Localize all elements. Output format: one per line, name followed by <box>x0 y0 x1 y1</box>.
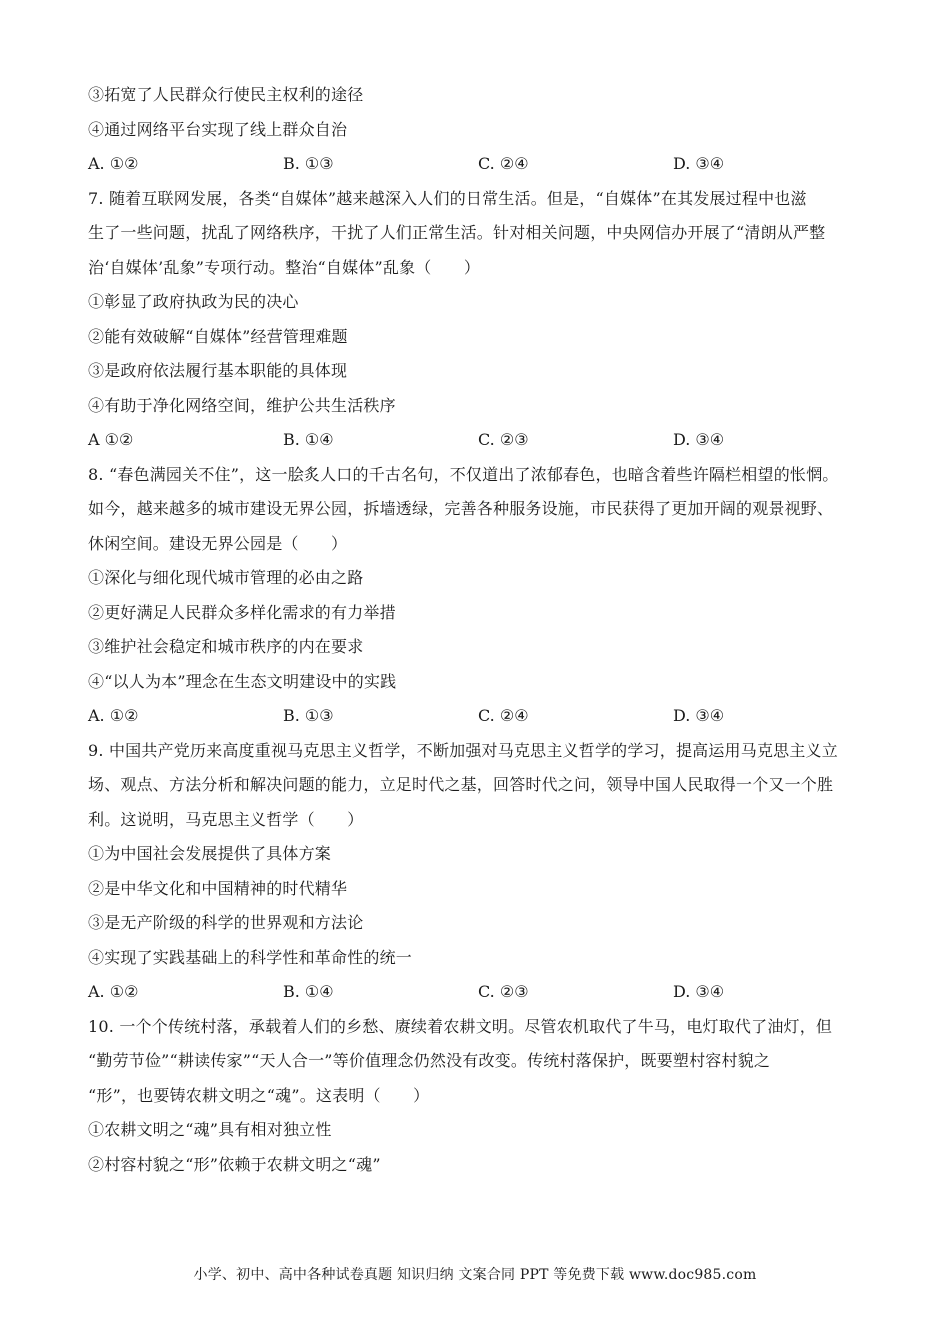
q6-option-4: ④通过网络平台实现了线上群众自治 <box>88 119 348 139</box>
q10-stem-line-2: “勤劳节俭”“耕读传家”“天人合一”等价值理念仍然没有改变。传统村落保护，既要塑村容村貌之 <box>88 1051 771 1070</box>
q7-option-3: ③是政府依法履行基本职能的具体现 <box>88 361 348 380</box>
q8-stem-line-1: 8. “春色满园关不住”，这一脍炙人口的千古名句，不仅道出了浓郁春色，也暗含着些许隔栏相望的怅惘。 <box>88 464 839 484</box>
q10-option-2: ②村容村貌之“形”依赖于农耕文明之“魂” <box>88 1154 381 1174</box>
q8-choice-c: C. ②④ <box>478 706 529 725</box>
q9-choice-c: C. ②③ <box>478 982 529 1001</box>
q9-option-1: ①为中国社会发展提供了具体方案 <box>88 844 332 863</box>
q9-stem-line-3: 利。这说明，马克思主义哲学（ ） <box>88 809 364 829</box>
q6-choice-d: D. ③④ <box>673 154 725 173</box>
q7-choice-d: D. ③④ <box>673 430 725 449</box>
q9-choice-a: A. ①② <box>88 982 139 1001</box>
q9-choice-d: D. ③④ <box>673 982 725 1001</box>
exam-page <box>88 78 880 1182</box>
q7-stem-line-1: 7. 随着互联网发展，各类“自媒体”越来越深入人们的日常生活。但是，“自媒体”在其发展过程中也滋 <box>88 188 807 208</box>
q9-choice-b: B. ①④ <box>283 982 334 1001</box>
q8-choice-d: D. ③④ <box>673 706 725 725</box>
q10-stem-line-3: “形”，也要铸农耕文明之“魂”。这表明（ ） <box>88 1085 430 1105</box>
q6-choices <box>88 147 880 182</box>
q8-option-3: ③维护社会稳定和城市秩序的内在要求 <box>88 637 364 656</box>
q8-stem-line-3: 休闲空间。建设无界公园是（ ） <box>88 533 348 553</box>
q9-option-4: ④实现了实践基础上的科学性和革命性的统一 <box>88 947 413 967</box>
q9-option-3: ③是无产阶级的科学的世界观和方法论 <box>88 913 364 932</box>
q7-stem-line-2: 生了一些问题，扰乱了网络秩序，干扰了人们正常生活。针对相关问题，中央网信办开展了“清朗从严整 <box>88 223 826 242</box>
q7-stem-line-3: 治‘自媒体’乱象”专项行动。整治“自媒体”乱象（ ） <box>88 257 481 277</box>
q6-choice-c: C. ②④ <box>478 154 529 173</box>
q9-stem-line-1: 9. 中国共产党历来高度重视马克思主义哲学，不断加强对马克思主义哲学的学习，提高运用马克思主义立 <box>88 740 838 760</box>
q7-option-1: ①彰显了政府执政为民的决心 <box>88 292 299 311</box>
q7-choices <box>88 423 880 458</box>
q8-option-4: ④“以人为本”理念在生态文明建设中的实践 <box>88 671 397 691</box>
q8-option-1: ①深化与细化现代城市管理的必由之路 <box>88 568 364 587</box>
q7-option-2: ②能有效破解“自媒体”经营管理难题 <box>88 326 348 346</box>
q8-choice-b: B. ①③ <box>283 706 334 725</box>
q7-option-4: ④有助于净化网络空间，维护公共生活秩序 <box>88 395 396 415</box>
q6-choice-b: B. ①③ <box>283 154 334 173</box>
q8-choices <box>88 699 880 734</box>
q8-stem-line-2: 如今，越来越多的城市建设无界公园，拆墙透绿，完善各种服务设施，市民获得了更加开阔的观景视野、 <box>88 499 834 518</box>
q10-option-1: ①农耕文明之“魂”具有相对独立性 <box>88 1120 332 1139</box>
q9-option-2: ②是中华文化和中国精神的时代精华 <box>88 878 348 898</box>
q7-choice-a: A ①② <box>88 430 134 449</box>
q9-choices <box>88 975 880 1010</box>
q7-choice-c: C. ②③ <box>478 430 529 449</box>
q9-stem-line-2: 场、观点、方法分析和解决问题的能力，立足时代之基，回答时代之问，领导中国人民取得一个又一个胜 <box>88 775 834 794</box>
q8-choice-a: A. ①② <box>88 706 139 725</box>
page-footer: 小学、初中、高中各种试卷真题 知识归纳 文案合同 PPT 等免费下载 www.doc985.com <box>193 1267 757 1283</box>
q6-choice-a: A. ①② <box>88 154 139 173</box>
q10-stem-line-1: 10. 一个个传统村落，承载着人们的乡愁、赓续着农耕文明。尽管农机取代了牛马，电灯取代了油灯，但 <box>88 1016 833 1036</box>
q8-option-2: ②更好满足人民群众多样化需求的有力举措 <box>88 602 396 622</box>
q6-option-3: ③拓宽了人民群众行使民主权利的途径 <box>88 85 364 104</box>
q7-choice-b: B. ①④ <box>283 430 334 449</box>
